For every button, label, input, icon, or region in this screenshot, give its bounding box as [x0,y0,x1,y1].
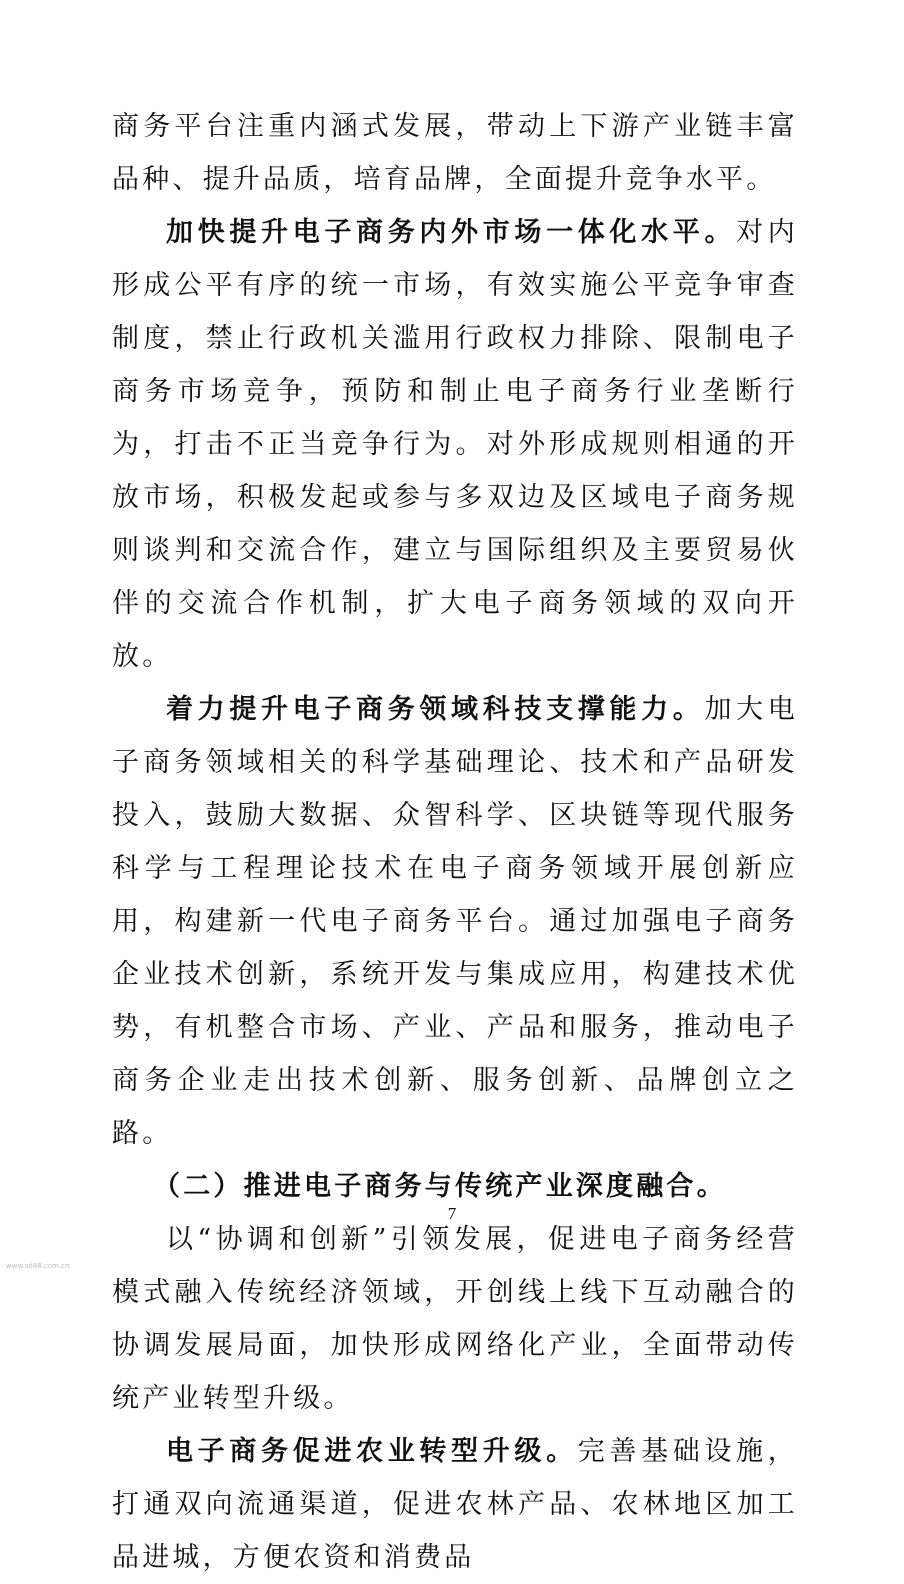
paragraph-lead: 加快提升电子商务内外市场一体化水平。 [166,217,737,248]
paragraph-lead: 电子商务促进农业转型升级。 [166,1436,578,1467]
paragraph-text: 完善基础设施，打通双向流通渠道，促进农林产品、农林地区加工品进城，方便农资和消费品 [112,1436,798,1573]
paragraph-text: 以“协调和创新”引领发展，促进电子商务经营模式融入传统经济领域，开创线上线下互动融合的协调发展局面，加快形成网络化产业，全面带动传统产业转型升级。 [112,1224,798,1414]
paragraph-coordination [112,1213,798,1425]
page-number: 7 [447,1204,457,1223]
paragraph-agriculture [112,1425,798,1584]
section-heading-text: （二）推进电子商务与传统产业深度融合。 [153,1171,727,1202]
paragraph-tech-support [112,683,798,1160]
paragraph-text: 加大电子商务领域相关的科学基础理论、技术和产品研发投入，鼓励大数据、众智科学、区块链等现代服务科学与工程理论技术在电子商务领域开展创新应用，构建新一代电子商务平台。通过加强电子商务企业技术创新，系统开发与集成应用，构建技术优势，有机整合市场、产业、产品和服务，推动电子商务企业走出技术创新、服务创新、品牌创立之路。 [112,694,798,1149]
paragraph-text: 商务平台注重内涵式发展，带动上下游产业链丰富品种、提升品质，培育品牌，全面提升竞争水平。 [112,111,798,195]
paragraph-continuation [112,100,798,206]
paragraph-market-integration [112,206,798,683]
paragraph-text: 对内形成公平有序的统一市场，有效实施公平竞争审查制度，禁止行政机关滥用行政权力排除、限制电子商务市场竞争，预防和制止电子商务行业垄断行为，打击不正当竞争行为。对外形成规则相通的开放市场，积极发起或参与多双边及区域电子商务规则谈判和交流合作，建立与国际组织及主要贸易伙伴的交流合作机制，扩大电子商务领域的双向开放。 [112,217,798,672]
paragraph-lead: 着力提升电子商务领域科技支撑能力。 [166,694,705,725]
body-text [112,100,798,1584]
footer-watermark: www.sd88.com.cn [6,1262,70,1270]
